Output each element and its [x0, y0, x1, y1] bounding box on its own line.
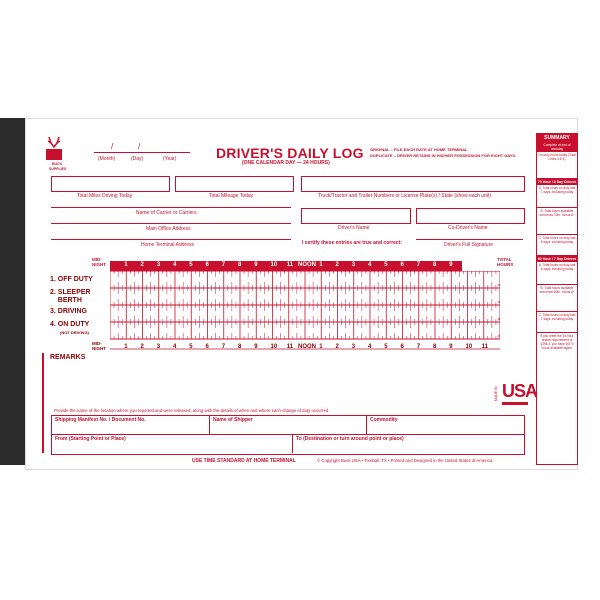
shipping-divider-v3 — [292, 434, 293, 453]
summary-70-b[interactable]: B. Total hours available tomorrow 70hr. minus A* — [537, 208, 577, 235]
bottom-hour-14: 2 — [335, 344, 339, 350]
midnight-label: MID- NIGHT — [92, 257, 106, 267]
manifest-label: Shipping Manifest No. / Document No. — [55, 417, 146, 423]
remarks-label: REMARKS — [50, 354, 86, 361]
copyright-text: © Copyright Buck USA • Tomball, TX • Printed and Designed in the United States of America — [317, 458, 493, 463]
office-line[interactable] — [51, 223, 291, 224]
bottom-hour-23: 11 — [481, 344, 489, 350]
shipping-divider-v1 — [209, 415, 210, 434]
bottom-hour-18: 6 — [400, 344, 404, 350]
bottom-hour-3: 3 — [156, 344, 161, 350]
from-label: From (Starting Point or Place) — [55, 436, 126, 442]
summary-60-b[interactable]: B. Total hours available tomorrow 60hr. minus A* — [537, 285, 577, 312]
usa-logo: USA — [502, 381, 538, 401]
home-terminal-label: Home Terminal Address — [141, 242, 194, 248]
usa-underline — [502, 402, 528, 405]
top-hour-7: 7 — [221, 262, 226, 268]
summary-band-70: 70 Hour / 8 Day Drivers — [537, 180, 577, 184]
bottom-hour-6: 6 — [205, 344, 209, 350]
top-hour-20: 8 — [433, 262, 437, 268]
summary-70-a[interactable]: A. Total hours on duty last 7 days, including today — [537, 185, 577, 208]
top-hour-8: 8 — [238, 262, 242, 268]
bottom-hour-11: 11 — [286, 344, 294, 350]
bottom-hour-2: 2 — [140, 344, 144, 350]
top-hour-2: 2 — [140, 262, 144, 268]
carrier-label: Name of Carrier or Carriers — [136, 210, 197, 216]
time-standard-note: USE TIME STANDARD AT HOME TERMINAL — [192, 458, 296, 464]
shipping-instructions: Provide the name of the location where you reported and were released, along with the details of when and where each change of duty occurred. — [54, 408, 330, 413]
top-hour-19: 7 — [416, 262, 421, 268]
summary-line1[interactable]: On-duty hours today (Total Lines 3 & 4) — [537, 152, 577, 179]
logo-text-2: SUPPLIES — [49, 167, 67, 171]
total-mileage-field[interactable] — [175, 176, 294, 192]
top-noon-label: NOON — [298, 262, 316, 268]
summary-column — [536, 133, 578, 465]
bottom-hour-8: 8 — [238, 344, 242, 350]
bottom-hour-15: 3 — [351, 344, 356, 350]
summary-restart-note: If you meet the 34-hour restart requirement of §395.3, you have 60/70 hours available again. — [540, 334, 574, 350]
truck-trailer-label: Truck/Tractor and Trailer Numbers or License Plate(s) / State (show each unit) — [318, 193, 492, 199]
co-drivers-name-field[interactable] — [416, 208, 525, 224]
summary-title: SUMMARY — [537, 134, 577, 142]
page-subtitle: (ONE CALENDAR DAY — 24 HOURS) — [242, 160, 330, 166]
top-hour-18: 6 — [400, 262, 404, 268]
summary-60-c[interactable]: C. Total hours on duty last 7 days, including today — [537, 312, 577, 333]
top-hour-13: 1 — [319, 262, 323, 268]
top-hour-17: 5 — [384, 262, 388, 268]
drivers-name-label: Driver's Name — [338, 225, 370, 231]
top-hour-21: 9 — [449, 262, 453, 268]
bottom-hour-19: 7 — [416, 344, 421, 350]
copy-instructions: ORIGINAL – FILE EACH DATE AT HOME TERMINAL DUPLICATE – DRIVER RETAINS IN HIS/HER POSSESSION FOR EIGHT DAYS. — [370, 147, 517, 158]
shipper-label: Name of Shipper — [213, 417, 253, 423]
carrier-line[interactable] — [51, 207, 291, 208]
bottom-hour-21: 9 — [449, 344, 453, 350]
top-hour-5: 5 — [189, 262, 193, 268]
bottom-hour-20: 8 — [433, 344, 437, 350]
logo-text: BUCK — [52, 162, 63, 166]
date-month-label: (Month) — [98, 156, 116, 162]
drivers-name-field[interactable] — [301, 208, 411, 224]
bottom-hour-4: 4 — [173, 344, 177, 350]
top-hour-11: 11 — [286, 262, 294, 268]
bottom-hour-9: 9 — [254, 344, 258, 350]
top-hour-6: 6 — [205, 262, 209, 268]
home-terminal-line[interactable] — [51, 239, 291, 240]
status-driving: 3. DRIVING — [50, 308, 87, 315]
daily-log-sheet: BUCK SUPPLIES / / (Month) (Day) (Year) DRIVER'S DAILY LOG (ONE CALENDAR DAY — 24 HOURS) ORIGINAL – FILE EACH DATE AT HOME TERMINAL DUPLICATE – DRIVER RETAINS IN HIS/HER POSSESSION FOR EIGHT DAYS. Total Miles Driving Today Total Mileage Today Truck/Tractor and Trailer Numbers or License Plate(s) / State (show each unit) Name of Carrier or Carriers Main Office Address Home Terminal Address Driver's Name Co-Driver's Name I certify these entries are true and correct: Driver's Full Signature MID- NIGHT TOTAL HOURS 1. OFF DUTY 2. SLEEPER BERTH 3. DRIVING 4. ON DUTY (NOT DRIVING) MID- NIGHT REMARKS MADE IN USA Provide the name of the location where you reported and were released, along with the details of when and where each change of duty occurred. Shipping Manifest No. / Document No. Name of Shipper Commodity From (Starting Point or Place) To (Destination or turn around point or place) USE TIME STANDARD AT HOME TERMINAL © Copyright Buck USA • Tomball, TX • Printed and Designed in the United States of America SUMMARY Complete at end of workday On-duty hours today (Total Lines 3 & 4) 70 Hour / 8 Day Drivers A. Total hours on duty last 7 days, including today B. Total hours available tomorrow 70hr. minus A* C. Total hours on duty last 8 days, including today 60 Hour / 7 Day Drivers A. Total hours on duty last 6 days, including today B. Total hours available tomorrow 60hr. minus A* C. Total hours on duty last 7 days, including today If you meet the 34-hour restart requirement of §395.3, you have 60/70 hours available again. 1 2 3 4 5 6 7 8 9 10 11 NOON 1 2 3 4 5 6 7 8 9 10 11 1 2 3 4 5 6 7 8 9 10 11 NOON 1 2 3 4 5 6 7 8 9 10 11 — [25, 118, 578, 470]
truck-trailer-field[interactable] — [301, 176, 525, 192]
total-miles-field[interactable] — [51, 176, 170, 192]
remarks-bar — [42, 353, 44, 453]
bottom-hour-17: 5 — [384, 344, 388, 350]
midnight-label-bottom: MID- NIGHT — [92, 341, 106, 351]
total-hours-label: TOTAL HOURS — [497, 257, 514, 267]
bottom-hour-7: 7 — [221, 344, 226, 350]
commodity-label: Commodity — [370, 417, 398, 423]
top-hour-3: 3 — [156, 262, 161, 268]
top-hour-15: 3 — [351, 262, 356, 268]
top-hour-14: 2 — [335, 262, 339, 268]
date-year-label: (Year) — [163, 156, 177, 162]
summary-70-c[interactable]: C. Total hours on duty last 8 days, including today — [537, 235, 577, 256]
status-off-duty: 1. OFF DUTY — [50, 276, 93, 283]
status-sleeper: 2. SLEEPER BERTH — [50, 289, 91, 304]
shipping-divider-v2 — [366, 415, 367, 434]
date-line[interactable] — [94, 152, 190, 153]
signature-line[interactable] — [416, 239, 523, 240]
top-hour-22: 10 — [465, 262, 473, 268]
summary-subtitle: Complete at end of workday — [537, 142, 577, 152]
status-not-driving: (NOT DRIVING) — [60, 330, 89, 335]
main-office-label: Main Office Address — [146, 226, 191, 232]
summary-band-60: 60 Hour / 7 Day Drivers — [537, 257, 577, 261]
top-hour-1: 1 — [124, 262, 128, 268]
bottom-hour-10: 10 — [270, 344, 278, 350]
top-hour-23: 11 — [481, 262, 489, 268]
bottom-noon-label: NOON — [298, 344, 316, 350]
certify-text: I certify these entries are true and correct: — [302, 240, 403, 246]
page-title: DRIVER'S DAILY LOG — [216, 145, 364, 161]
bottom-hour-13: 1 — [319, 344, 323, 350]
date-day-label: (Day) — [131, 156, 144, 162]
signature-label: Driver's Full Signature — [444, 242, 494, 248]
co-drivers-name-label: Co-Driver's Name — [448, 225, 488, 231]
top-hour-16: 4 — [368, 262, 372, 268]
buck-logo-icon — [43, 135, 65, 161]
to-label: To (Destination or turn around point or place) — [296, 436, 404, 442]
bottom-hour-1: 1 — [124, 344, 128, 350]
total-mileage-label: Total Mileage Today — [209, 193, 254, 199]
bottom-hour-5: 5 — [189, 344, 193, 350]
top-hour-10: 10 — [270, 262, 278, 268]
shipping-divider — [51, 434, 525, 435]
status-on-duty: 4. ON DUTY — [50, 321, 90, 328]
top-hour-4: 4 — [173, 262, 177, 268]
summary-60-a[interactable]: A. Total hours on duty last 6 days, including today — [537, 262, 577, 285]
bottom-hour-16: 4 — [368, 344, 372, 350]
binding-strip — [0, 118, 25, 465]
top-hour-9: 9 — [254, 262, 258, 268]
bottom-hour-22: 10 — [465, 344, 473, 350]
made-in-label: MADE IN — [494, 386, 498, 401]
duty-status-grid[interactable] — [110, 271, 500, 355]
total-miles-label: Total Miles Driving Today — [77, 193, 133, 199]
